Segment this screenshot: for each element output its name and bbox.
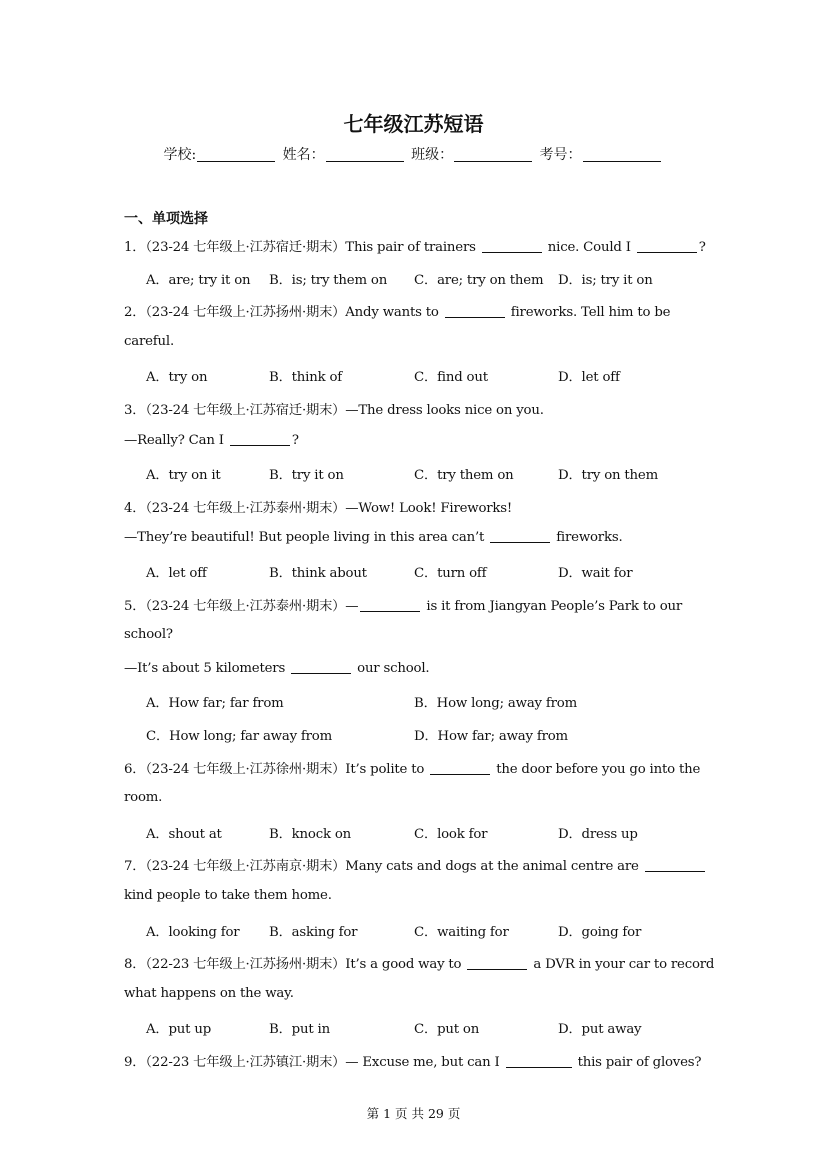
- question-line: [124, 432, 299, 448]
- question-text: 3．（23-24 七年级上·江苏宿迁·期末）—The dress looks nice on you.: [124, 403, 544, 418]
- question-line: [124, 986, 294, 1001]
- answer-blank[interactable]: [430, 761, 490, 775]
- answer-option[interactable]: C．look for: [414, 826, 488, 842]
- class-label: 班级：: [411, 147, 454, 163]
- question-text: 1．（23-24 七年级上·江苏宿迁·期末）This pair of trainers: [124, 240, 480, 255]
- question-text: 9．（22-23 七年级上·江苏镇江·期末）— Excuse me, but can I: [124, 1055, 504, 1070]
- answer-option[interactable]: B．knock on: [269, 826, 351, 842]
- school-label: 学校:: [163, 147, 197, 163]
- answer-option[interactable]: D．How far; away from: [414, 729, 568, 744]
- question-text: 5．（23-24 七年级上·江苏泰州·期末）—: [124, 598, 359, 614]
- question-line: [124, 334, 174, 349]
- exam-number-blank[interactable]: [583, 147, 661, 162]
- answer-option[interactable]: B．How long; away from: [414, 696, 577, 712]
- answer-option[interactable]: A．How far; far from: [146, 696, 284, 712]
- answer-option[interactable]: A．put up: [146, 1022, 212, 1038]
- question-stem: [124, 758, 700, 777]
- answer-blank[interactable]: [445, 304, 505, 318]
- question-text: —Really? Can I: [124, 432, 228, 448]
- question-line: [124, 660, 429, 676]
- answer-option[interactable]: D．let off: [558, 370, 620, 386]
- question-text: —It’s about 5 kilometers: [124, 660, 290, 676]
- question-text: 6．（23-24 七年级上·江苏徐州·期末）It’s polite to: [124, 761, 429, 777]
- answer-option[interactable]: C．waiting for: [414, 924, 509, 940]
- answer-option[interactable]: A．let off: [146, 566, 207, 581]
- question-text: careful.: [124, 333, 174, 349]
- class-blank[interactable]: [454, 147, 532, 162]
- answer-blank[interactable]: [637, 239, 697, 253]
- question-text: nice. Could I: [543, 240, 635, 255]
- question-stem: [124, 301, 670, 320]
- question-stem: [124, 236, 706, 255]
- answer-blank[interactable]: [482, 239, 542, 253]
- question-line: [124, 790, 162, 805]
- question-stem: [124, 855, 707, 874]
- answer-option[interactable]: B．asking for: [269, 924, 358, 940]
- question-stem: [124, 595, 682, 614]
- exam-number-label: 考号：: [539, 147, 582, 163]
- question-text: our school.: [353, 660, 430, 676]
- answer-option[interactable]: C．are; try on them: [414, 272, 544, 288]
- answer-option[interactable]: D．try on them: [558, 468, 658, 484]
- answer-option[interactable]: B．is; try them on: [269, 272, 388, 288]
- answer-blank[interactable]: [291, 660, 351, 674]
- answer-option[interactable]: C．How long; far away from: [146, 729, 333, 744]
- question-text: the door before you go into the: [492, 761, 701, 777]
- name-blank[interactable]: [326, 147, 404, 162]
- answer-option[interactable]: A．are; try it on: [146, 272, 251, 288]
- answer-option[interactable]: C．put on: [414, 1022, 480, 1038]
- student-info-line: [0, 144, 827, 164]
- question-text: fireworks.: [552, 530, 623, 546]
- answer-blank[interactable]: [467, 956, 527, 970]
- answer-option[interactable]: D．wait for: [558, 566, 633, 581]
- answer-option[interactable]: C．turn off: [414, 566, 487, 581]
- answer-blank[interactable]: [506, 1054, 572, 1068]
- question-stem: [124, 1051, 701, 1070]
- answer-option[interactable]: D．put away: [558, 1022, 642, 1038]
- question-text: room.: [124, 790, 163, 806]
- question-text: ?: [698, 240, 706, 255]
- question-text: 4．（23-24 七年级上·江苏泰州·期末）—Wow! Look! Fireworks!: [124, 500, 513, 516]
- answer-option[interactable]: B．put in: [269, 1022, 330, 1038]
- question-text: 7．（23-24 七年级上·江苏南京·期末）Many cats and dogs at the animal centre are: [124, 859, 643, 875]
- question-stem: [124, 399, 544, 418]
- question-text: ?: [291, 432, 299, 448]
- question-text: is it from Jiangyan People’s Park to our: [422, 598, 683, 614]
- answer-option[interactable]: A．try on: [146, 370, 208, 386]
- answer-option[interactable]: A．shout at: [146, 826, 222, 842]
- answer-blank[interactable]: [645, 858, 705, 872]
- question-text: 8．（22-23 七年级上·江苏扬州·期末）It’s a good way to: [124, 957, 466, 973]
- question-line: [124, 627, 173, 642]
- question-line: [124, 529, 622, 545]
- answer-option[interactable]: D．going for: [558, 924, 642, 940]
- answer-option[interactable]: D．dress up: [558, 826, 638, 842]
- question-text: kind people to take them home.: [124, 888, 332, 903]
- question-text: —They’re beautiful! But people living in this area can’t: [124, 530, 489, 546]
- answer-option[interactable]: A．looking for: [146, 924, 240, 940]
- answer-blank[interactable]: [230, 432, 290, 446]
- question-stem: [124, 497, 512, 516]
- page-footer: 第 1 页 共 29 页: [366, 1106, 461, 1121]
- name-label: 姓名：: [282, 147, 325, 163]
- answer-blank[interactable]: [360, 598, 420, 612]
- answer-option[interactable]: B．think of: [269, 370, 343, 386]
- question-text: this pair of gloves?: [573, 1055, 702, 1070]
- question-text: what happens on the way.: [124, 985, 294, 1001]
- question-text: a DVR in your car to record: [529, 957, 715, 973]
- question-text: 2．（23-24 七年级上·江苏扬州·期末）Andy wants to: [124, 305, 443, 321]
- answer-option[interactable]: C．try them on: [414, 468, 514, 484]
- answer-option[interactable]: C．find out: [414, 370, 488, 386]
- page-title: 七年级江苏短语: [343, 112, 484, 136]
- question-text: school?: [124, 627, 173, 643]
- question-text: fireworks. Tell him to be: [506, 305, 671, 321]
- question-line: [124, 888, 332, 903]
- section-heading: 一、单项选择: [124, 211, 208, 227]
- answer-option[interactable]: D．is; try it on: [558, 272, 653, 288]
- question-stem: [124, 953, 714, 972]
- answer-option[interactable]: B．try it on: [269, 468, 344, 484]
- answer-option[interactable]: A．try on it: [146, 468, 221, 484]
- answer-option[interactable]: B．think about: [269, 566, 367, 581]
- school-blank[interactable]: [197, 147, 275, 162]
- answer-blank[interactable]: [490, 529, 550, 543]
